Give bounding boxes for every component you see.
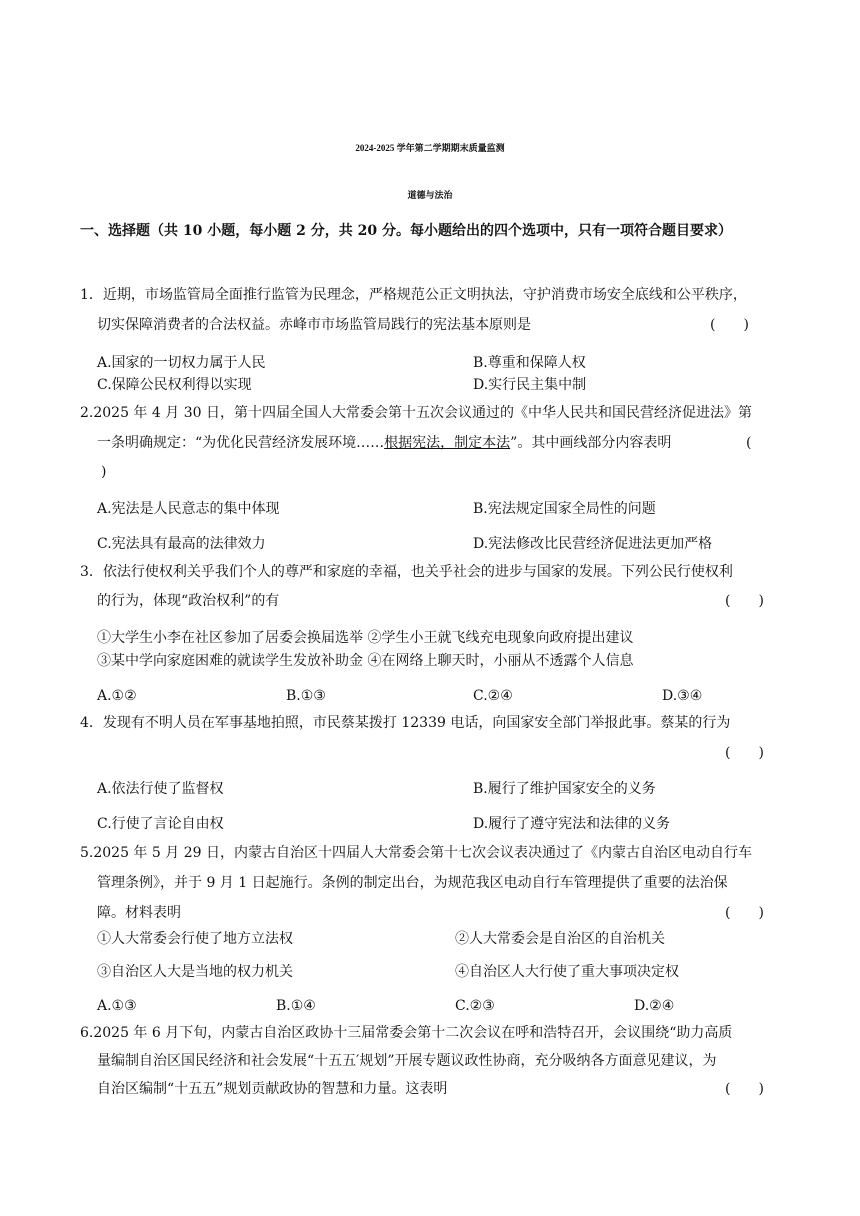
option-c: C.保障公民权利得以实现 [97, 377, 252, 393]
option-d: D.②④ [634, 998, 675, 1014]
option-a: A.①③ [97, 998, 137, 1014]
exam-title: 2024-2025 学年第二学期期末质量监测 [355, 143, 505, 153]
answer-blank: ( ) [710, 317, 749, 333]
option-c: C.宪法具有最高的法律效力 [97, 536, 266, 552]
question-3-line-2: 的行为，体现“政治权利”的有 [97, 593, 280, 609]
option-c: C.行使了言论自由权 [97, 816, 224, 832]
question-5-line-3: 障。材料表明 [97, 905, 181, 921]
question-2-text: 一条明确规定：“为优化民营经济发展环境…… [97, 435, 385, 451]
question-6-line-2: 量编制自治区国民经济和社会发展“十五五′规划”开展专题议政性协商，充分吸纳各方面意见建议，为 [97, 1053, 717, 1069]
statement-2: ②人大常委会是自治区的自治机关 [455, 931, 665, 947]
option-d: D.实行民主集中制 [473, 377, 587, 393]
option-a: A.依法行使了监督权 [97, 781, 224, 797]
question-2-text-end: ”。其中画线部分内容表明 [510, 435, 672, 451]
question-1-line-2: 切实保障消费者的合法权益。赤峰市市场监管局践行的宪法基本原则是 [97, 317, 531, 333]
answer-blank: ( ) [725, 593, 764, 609]
answer-blank: ( ) [725, 745, 764, 761]
answer-blank: ( ) [725, 1081, 764, 1097]
question-6-line-3: 自治区编制“十五五”规划贡献政协的智慧和力量。这表明 [97, 1081, 448, 1097]
option-b: B.宪法规定国家全局性的问题 [473, 501, 656, 517]
option-d: D.③④ [662, 688, 703, 704]
option-a: A.宪法是人民意志的集中体现 [97, 501, 280, 517]
question-3-line-1: 3．依法行使权利关乎我们个人的尊严和家庭的幸福，也关乎社会的进步与国家的发展。下列公民行使权利 [80, 564, 733, 580]
option-b: B.履行了维护国家安全的义务 [473, 781, 656, 797]
option-a: A.①② [97, 688, 137, 704]
option-b: B.①④ [276, 998, 316, 1014]
statement-line-2: ③某中学向家庭困难的就读学生发放补助金 ④在网络上聊天时，小丽从不透露个人信息 [97, 653, 634, 669]
answer-blank-close: ) [101, 464, 107, 480]
question-4-line-1: 4．发现有不明人员在军事基地拍照，市民蔡某拨打 12339 电话，向国家安全部门举报此事。蔡某的行为 [80, 715, 731, 731]
answer-blank: ( ) [725, 905, 764, 921]
question-5-line-2: 管理条例》，并于 9 月 1 日起施行。条例的制定出台，为规范我区电动自行车管理提供了重要的法治保 [97, 875, 728, 891]
option-b: B.①③ [286, 688, 326, 704]
section-heading: 一、选择题（共 10 小题，每小题 2 分，共 20 分。每小题给出的四个选项中，只有一项符合题目要求） [80, 223, 732, 239]
underlined-phrase: 根据宪法，制定本法 [384, 435, 511, 451]
question-1-line-1: 1．近期，市场监管局全面推行监管为民理念，严格规范公正文明执法，守护消费市场安全底线和公平秩序， [80, 287, 747, 303]
statement-1: ①人大常委会行使了地方立法权 [97, 931, 293, 947]
question-6-line-1: 6.2025 年 6 月下旬，内蒙古自治区政协十三届常委会第十二次会议在呼和浩特召开，会议围绕“助力高质 [80, 1025, 733, 1041]
question-2-line-1: 2.2025 年 4 月 30 日，第十四届全国人大常委会第十五次会议通过的《中华人民共和国民营经济促进法》第 [80, 405, 752, 421]
question-5-line-1: 5.2025 年 5 月 29 日，内蒙古自治区十四届人大常委会第十七次会议表决通过了《内蒙古自治区电动自行车 [80, 845, 752, 861]
option-b: B.尊重和保障人权 [473, 355, 586, 371]
option-c: C.②③ [455, 998, 495, 1014]
option-c: C.②④ [473, 688, 513, 704]
subject-title: 道德与法治 [407, 190, 453, 200]
option-d: D.履行了遵守宪法和法律的义务 [473, 816, 671, 832]
option-a: A.国家的一切权力属于人民 [97, 355, 266, 371]
statement-line-1: ①大学生小李在社区参加了居委会换届选举 ②学生小王就飞线充电现象向政府提出建议 [97, 630, 634, 646]
answer-blank-open: ( [746, 435, 752, 451]
statement-4: ④自治区人大行使了重大事项决定权 [455, 964, 679, 980]
statement-3: ③自治区人大是当地的权力机关 [97, 964, 293, 980]
option-d: D.宪法修改比民营经济促进法更加严格 [473, 536, 713, 552]
question-2-line-2 [97, 434, 671, 452]
